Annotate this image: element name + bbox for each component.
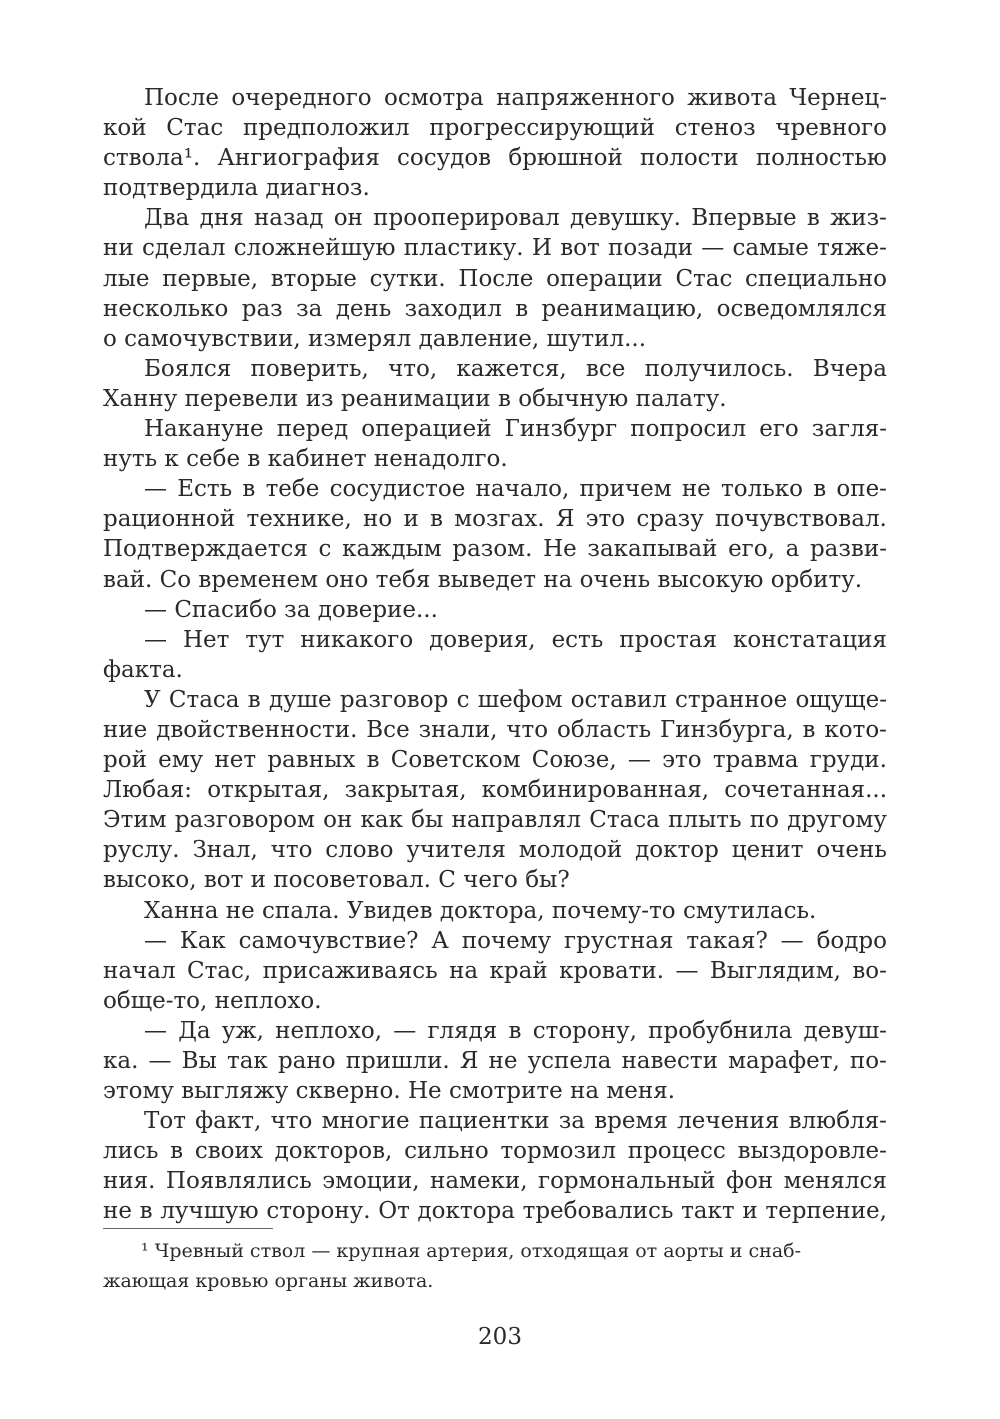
text-line: кой Стас предположил прогрессирующий стеноз чревного	[103, 115, 887, 142]
text-line: факта.	[103, 656, 183, 683]
text-line: — Нет тут никакого доверия, есть простая констатация	[144, 626, 887, 653]
text-line: — Как самочувствие? А почему грустная такая? — бодро	[144, 927, 887, 954]
text-line: несколько раз за день заходил в реанимацию, осведомлялся	[103, 295, 887, 322]
body-text	[103, 83, 887, 1227]
text-line: лись в своих докторов, сильно тормозил процесс выздоровле-	[103, 1138, 887, 1165]
text-line: подтвердила диагноз.	[103, 175, 370, 202]
text-line: лые первые, вторые сутки. После операции Стас специально	[103, 265, 887, 292]
text-line: У Стаса в душе разговор с шефом оставил странное ощуще-	[144, 686, 887, 713]
text-line: ни сделал сложнейшую пластику. И вот позади — самые тяже-	[103, 235, 887, 262]
text-line: ние двойственности. Все знали, что область Гинзбурга, в кото-	[103, 716, 887, 743]
footnote	[103, 1236, 887, 1296]
text-line: Два дня назад он прооперировал девушку. Впервые в жиз-	[144, 205, 887, 232]
text-line: Ханна не спала. Увидев доктора, почему-то смутилась.	[144, 897, 817, 924]
text-line: Тот факт, что многие пациентки за время лечения влюбля-	[144, 1108, 887, 1135]
text-line: нуть к себе в кабинет ненадолго.	[103, 446, 508, 473]
footnote-divider	[103, 1228, 273, 1229]
text-line: высоко, вот и посоветовал. С чего бы?	[103, 867, 570, 894]
text-line: — Есть в тебе сосудистое начало, причем не только в опе-	[144, 476, 887, 503]
text-line: этому выгляжу скверно. Не смотрите на меня.	[103, 1078, 676, 1105]
text-line: Ханну перевели из реанимации в обычную палату.	[103, 385, 727, 412]
text-line: обще-то, неплохо.	[103, 987, 322, 1014]
text-line: Этим разговором он как бы направлял Стаса плыть по другому	[103, 807, 887, 834]
text-line: — Да уж, неплохо, — глядя в сторону, пробубнила девуш-	[144, 1017, 887, 1044]
text-line: руслу. Знал, что слово учителя молодой доктор ценит очень	[103, 837, 887, 864]
text-line: о самочувствии, измерял давление, шутил...	[103, 325, 647, 352]
text-line: После очередного осмотра напряженного живота Чернец-	[144, 85, 887, 111]
footnote-line-1: ¹ Чревный ствол — крупная артерия, отходящая от аорты и снаб-	[141, 1240, 801, 1262]
text-line: рой ему нет равных в Советском Союзе, — это травма груди.	[103, 747, 887, 774]
text-line: ка. — Вы так рано пришли. Я не успела навести марафет, по-	[103, 1048, 887, 1074]
text-line: вай. Со временем оно тебя выведет на очень высокую орбиту.	[103, 566, 863, 593]
text-line: ствола¹. Ангиография сосудов брюшной полости полностью	[103, 145, 887, 172]
text-line: Подтверждается с каждым разом. Не закапывай его, а разви-	[103, 536, 887, 563]
text-line: ния. Появлялись эмоции, намеки, гормональный фон менялся	[103, 1168, 887, 1195]
text-line: не в лучшую сторону. От доктора требовались такт и терпение,	[103, 1198, 887, 1225]
text-line: рационной технике, но и в мозгах. Я это сразу почувствовал.	[103, 506, 887, 533]
text-line: Боялся поверить, что, кажется, все получилось. Вчера	[144, 355, 887, 382]
text-line: начал Стас, присаживаясь на край кровати. — Выглядим, во-	[103, 957, 887, 984]
footnote-line-2: жающая кровью органы живота.	[103, 1270, 434, 1292]
text-line: — Спасибо за доверие...	[144, 596, 438, 623]
text-line: Любая: открытая, закрытая, комбинированная, сочетанная...	[103, 777, 887, 804]
text-line: Накануне перед операцией Гинзбург попросил его загля-	[144, 416, 887, 443]
page-number: 203	[478, 1324, 522, 1350]
